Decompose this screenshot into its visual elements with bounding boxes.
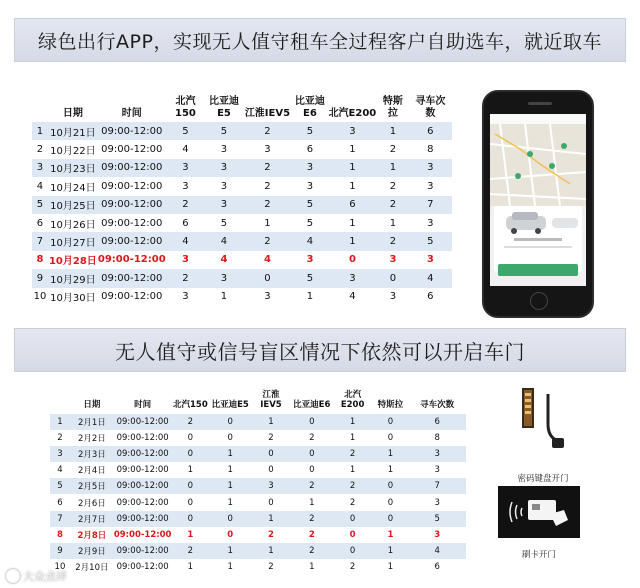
table-row (50, 543, 466, 559)
table-body (50, 414, 466, 575)
watermark-text: 大众点评 (23, 570, 67, 583)
table-cell: 1 (328, 232, 378, 250)
table-cell: 1 (328, 214, 378, 232)
table-cell: 4 (205, 232, 242, 250)
table-cell: 2月1日 (70, 414, 114, 430)
table-cell: 3 (205, 177, 242, 195)
table-cell: 2 (243, 196, 292, 214)
table-cell: 2 (243, 232, 292, 250)
table-cell: 3 (328, 122, 378, 140)
table-row (32, 251, 452, 269)
table-cell: 0 (209, 527, 251, 543)
table-cell: 5 (292, 269, 328, 287)
table-row (32, 214, 452, 232)
table-cell: 2 (377, 196, 409, 214)
table-cell: 1 (377, 122, 409, 140)
column-header: 北汽 E200 (340, 390, 365, 411)
table-cell: 10月21日 (48, 122, 98, 140)
table-cell: 1 (328, 159, 378, 177)
phone-home-button (530, 292, 548, 310)
table-cell: 0 (251, 494, 291, 510)
keypad-caption: 密码键盘开门 (517, 474, 569, 484)
card-caption: 刷卡开门 (521, 550, 556, 560)
table-cell: 10月22日 (48, 140, 98, 158)
card-reader-image (498, 486, 580, 538)
table-cell: 2 (291, 527, 333, 543)
table-cell: 3 (409, 214, 452, 232)
phone-status-bar (490, 114, 586, 124)
table-cell: 0 (333, 543, 373, 559)
table-cell: 0 (291, 462, 333, 478)
table-row (50, 478, 466, 494)
column-header: 比亚迪 E5 (208, 96, 239, 119)
column-header: 比亚迪E6 (293, 400, 331, 411)
table-cell: 2 (166, 196, 206, 214)
table-cell: 0 (373, 511, 409, 527)
table-cell: 5 (166, 122, 206, 140)
table-cell: 5 (409, 232, 452, 250)
table-cell: 5 (32, 196, 48, 214)
table-cell: 3 (50, 446, 70, 462)
table-cell: 0 (171, 494, 209, 510)
table-row (32, 232, 452, 250)
table-cell: 09:00-12:00 (114, 462, 172, 478)
column-header (50, 388, 70, 414)
table-row (50, 430, 466, 446)
watermark-logo-icon (6, 569, 20, 583)
table-cell: 2 (377, 232, 409, 250)
table-cell: 8 (32, 251, 48, 269)
table-cell: 2 (243, 159, 292, 177)
table-cell: 5 (292, 196, 328, 214)
table-cell: 10月26日 (48, 214, 98, 232)
table-cell: 1 (209, 543, 251, 559)
table-cell: 2 (243, 177, 292, 195)
table-cell: 3 (409, 159, 452, 177)
table-cell: 9 (32, 269, 48, 287)
table-cell: 4 (409, 269, 452, 287)
table-cell: 3 (377, 251, 409, 269)
table-cell: 6 (408, 414, 466, 430)
table-body (32, 122, 452, 306)
table-row (32, 122, 452, 140)
table-cell: 09:00-12:00 (98, 214, 166, 232)
phone-mockup (482, 90, 594, 318)
table-cell: 3 (408, 494, 466, 510)
table-cell: 3 (292, 159, 328, 177)
table-cell: 1 (171, 559, 209, 575)
table-row (50, 511, 466, 527)
table-cell: 1 (171, 527, 209, 543)
table-cell: 1 (377, 159, 409, 177)
table-cell: 6 (50, 494, 70, 510)
table-cell: 3 (328, 269, 378, 287)
table-row (32, 177, 452, 195)
table-cell: 8 (50, 527, 70, 543)
table-cell: 3 (166, 251, 206, 269)
table-cell: 2 (251, 527, 291, 543)
table-cell: 1 (373, 543, 409, 559)
table-cell: 09:00-12:00 (114, 527, 172, 543)
february-booking-table (50, 388, 466, 575)
top-banner: 绿色出行APP，实现无人值守租车全过程客户自助选车，就近取车 (14, 18, 626, 62)
table-cell: 0 (291, 446, 333, 462)
table-cell: 2 (377, 177, 409, 195)
table-cell: 3 (409, 177, 452, 195)
table-cell: 09:00-12:00 (98, 232, 166, 250)
table-cell: 3 (292, 177, 328, 195)
table-cell: 09:00-12:00 (98, 251, 166, 269)
column-header: 北汽E200 (328, 107, 377, 119)
table-cell: 2 (32, 140, 48, 158)
table-cell: 4 (166, 140, 206, 158)
table-cell: 7 (408, 478, 466, 494)
table-cell: 2 (333, 446, 373, 462)
table-cell: 0 (243, 269, 292, 287)
table-cell: 2 (50, 430, 70, 446)
column-header: 江淮IEV5 (244, 107, 291, 119)
table-cell: 0 (251, 462, 291, 478)
october-booking-table (32, 92, 452, 306)
table-cell: 0 (377, 269, 409, 287)
table-cell: 2 (171, 414, 209, 430)
table-cell: 3 (408, 446, 466, 462)
table-cell: 2 (166, 269, 206, 287)
phone-screen (490, 114, 586, 286)
table-cell: 2 (243, 122, 292, 140)
table-row (50, 446, 466, 462)
table-cell: 1 (373, 462, 409, 478)
table-cell: 0 (373, 494, 409, 510)
column-header: 北汽150 (173, 400, 208, 411)
table-cell: 1 (209, 559, 251, 575)
table-cell: 0 (209, 511, 251, 527)
table-cell: 09:00-12:00 (114, 478, 172, 494)
table-header-row (50, 388, 466, 414)
table-cell: 2 (377, 140, 409, 158)
table-cell: 2 (291, 478, 333, 494)
table-cell: 5 (408, 511, 466, 527)
table-cell: 3 (205, 159, 242, 177)
table-cell: 1 (373, 559, 409, 575)
map-view (490, 124, 586, 206)
table-cell: 1 (291, 559, 333, 575)
table-cell: 4 (243, 251, 292, 269)
column-header: 寻车次数 (420, 400, 455, 411)
table-cell: 1 (291, 494, 333, 510)
table-cell: 10 (32, 288, 48, 306)
table-cell: 6 (32, 214, 48, 232)
column-header: 时间 (134, 400, 152, 411)
table-cell: 3 (243, 288, 292, 306)
table-row (32, 159, 452, 177)
table-cell: 4 (328, 288, 378, 306)
table-cell: 1 (328, 177, 378, 195)
table-cell: 2 (251, 430, 291, 446)
table-cell: 3 (166, 159, 206, 177)
table-cell: 6 (409, 122, 452, 140)
table-cell: 1 (205, 288, 242, 306)
column-header: 江淮 IEV5 (260, 390, 282, 411)
table-cell: 09:00-12:00 (114, 511, 172, 527)
table-cell: 2 (291, 511, 333, 527)
table-cell: 5 (205, 122, 242, 140)
table-cell: 09:00-12:00 (98, 196, 166, 214)
table-cell: 10月27日 (48, 232, 98, 250)
table-cell: 0 (171, 446, 209, 462)
table-cell: 2 (333, 559, 373, 575)
table-cell: 0 (333, 511, 373, 527)
table-cell: 6 (408, 559, 466, 575)
table-cell: 1 (333, 462, 373, 478)
table-row (50, 462, 466, 478)
table-cell: 5 (205, 214, 242, 232)
table-cell: 0 (373, 430, 409, 446)
watermark (6, 568, 67, 584)
table-cell: 2月8日 (70, 527, 114, 543)
table-cell: 10月24日 (48, 177, 98, 195)
table-cell: 1 (377, 214, 409, 232)
table-cell: 1 (251, 511, 291, 527)
table-cell: 1 (251, 543, 291, 559)
table-cell: 10月29日 (48, 269, 98, 287)
table-cell: 0 (171, 430, 209, 446)
table-cell: 6 (328, 196, 378, 214)
table-cell: 3 (251, 478, 291, 494)
column-header: 日期 (83, 400, 101, 411)
table-cell: 4 (408, 543, 466, 559)
table-cell: 1 (333, 414, 373, 430)
phone-action-button (498, 264, 578, 276)
table-cell: 09:00-12:00 (114, 543, 172, 559)
table-cell: 1 (209, 494, 251, 510)
table-cell: 10月30日 (48, 288, 98, 306)
table-cell: 7 (50, 511, 70, 527)
table-cell: 3 (205, 196, 242, 214)
table-cell: 09:00-12:00 (98, 288, 166, 306)
table-header-row (32, 92, 452, 122)
table-cell: 0 (171, 478, 209, 494)
table-cell: 2月6日 (70, 494, 114, 510)
table-cell: 3 (409, 251, 452, 269)
table-row (50, 527, 466, 543)
table-cell: 1 (373, 446, 409, 462)
table-cell: 09:00-12:00 (114, 559, 172, 575)
table-row (50, 494, 466, 510)
column-header (32, 92, 48, 122)
table-cell: 3 (205, 140, 242, 158)
table-cell: 4 (205, 251, 242, 269)
table-cell: 09:00-12:00 (98, 122, 166, 140)
table-cell: 1 (209, 446, 251, 462)
column-header: 比亚迪E5 (211, 400, 249, 411)
mid-banner: 无人值守或信号盲区情况下依然可以开启车门 (14, 328, 626, 372)
table-cell: 09:00-12:00 (98, 269, 166, 287)
table-cell: 0 (251, 446, 291, 462)
table-cell: 09:00-12:00 (98, 159, 166, 177)
table-cell: 7 (409, 196, 452, 214)
column-header: 日期 (62, 107, 83, 119)
table-cell: 3 (243, 140, 292, 158)
table-cell: 09:00-12:00 (114, 430, 172, 446)
table-cell: 0 (328, 251, 378, 269)
table-cell: 4 (32, 177, 48, 195)
table-cell: 2月3日 (70, 446, 114, 462)
table-cell: 0 (209, 430, 251, 446)
table-cell: 3 (32, 159, 48, 177)
table-cell: 1 (333, 430, 373, 446)
table-cell: 2 (171, 543, 209, 559)
table-cell: 0 (373, 414, 409, 430)
table-cell: 3 (205, 269, 242, 287)
column-header: 北汽150 (175, 96, 196, 119)
table-cell: 1 (171, 462, 209, 478)
table-cell: 10月28日 (48, 251, 98, 269)
table-cell: 0 (373, 478, 409, 494)
table-row (32, 140, 452, 158)
table-cell: 3 (408, 462, 466, 478)
table-cell: 0 (333, 527, 373, 543)
table-cell: 09:00-12:00 (114, 414, 172, 430)
table-cell: 7 (32, 232, 48, 250)
table-cell: 2月7日 (70, 511, 114, 527)
table-cell: 10月23日 (48, 159, 98, 177)
table-row (32, 196, 452, 214)
table-cell: 5 (50, 478, 70, 494)
table-row (50, 559, 466, 575)
table-cell: 10月25日 (48, 196, 98, 214)
table-cell: 1 (251, 414, 291, 430)
table-cell: 0 (291, 414, 333, 430)
table-cell: 0 (209, 414, 251, 430)
column-header: 特斯 拉 (382, 96, 403, 119)
table-cell: 1 (373, 527, 409, 543)
table-cell: 6 (292, 140, 328, 158)
table-cell: 6 (166, 214, 206, 232)
table-cell: 3 (377, 288, 409, 306)
table-row (32, 288, 452, 306)
column-header: 特斯拉 (377, 400, 404, 411)
table-cell: 2月10日 (70, 559, 114, 575)
table-cell: 09:00-12:00 (114, 494, 172, 510)
table-cell: 3 (166, 177, 206, 195)
table-cell: 3 (292, 251, 328, 269)
table-cell: 1 (209, 462, 251, 478)
table-cell: 6 (409, 288, 452, 306)
table-cell: 09:00-12:00 (98, 140, 166, 158)
table-cell: 2月5日 (70, 478, 114, 494)
table-cell: 9 (50, 543, 70, 559)
table-cell: 3 (166, 288, 206, 306)
table-cell: 5 (292, 122, 328, 140)
table-row (50, 414, 466, 430)
table-cell: 09:00-12:00 (98, 177, 166, 195)
table-cell: 2月2日 (70, 430, 114, 446)
table-cell: 2 (251, 559, 291, 575)
table-cell: 2 (291, 430, 333, 446)
table-cell: 10 (50, 559, 70, 575)
column-header: 时间 (121, 107, 142, 119)
table-cell: 2 (291, 543, 333, 559)
table-cell: 8 (409, 140, 452, 158)
table-cell: 1 (243, 214, 292, 232)
car-info-card (494, 206, 582, 272)
keypad-device-image (518, 384, 568, 454)
table-cell: 1 (328, 140, 378, 158)
table-cell: 8 (408, 430, 466, 446)
table-cell: 09:00-12:00 (114, 446, 172, 462)
table-cell: 1 (292, 288, 328, 306)
table-cell: 3 (408, 527, 466, 543)
table-cell: 2 (333, 478, 373, 494)
table-cell: 1 (209, 478, 251, 494)
phone-speaker (528, 102, 552, 105)
table-cell: 0 (171, 511, 209, 527)
table-cell: 2月9日 (70, 543, 114, 559)
table-cell: 1 (32, 122, 48, 140)
table-cell: 2月4日 (70, 462, 114, 478)
column-header: 寻车次 数 (415, 96, 446, 119)
table-row (32, 269, 452, 287)
column-header: 比亚迪 E6 (294, 96, 325, 119)
table-cell: 4 (166, 232, 206, 250)
table-cell: 4 (292, 232, 328, 250)
table-cell: 4 (50, 462, 70, 478)
table-cell: 1 (50, 414, 70, 430)
table-cell: 2 (333, 494, 373, 510)
table-cell: 5 (292, 214, 328, 232)
